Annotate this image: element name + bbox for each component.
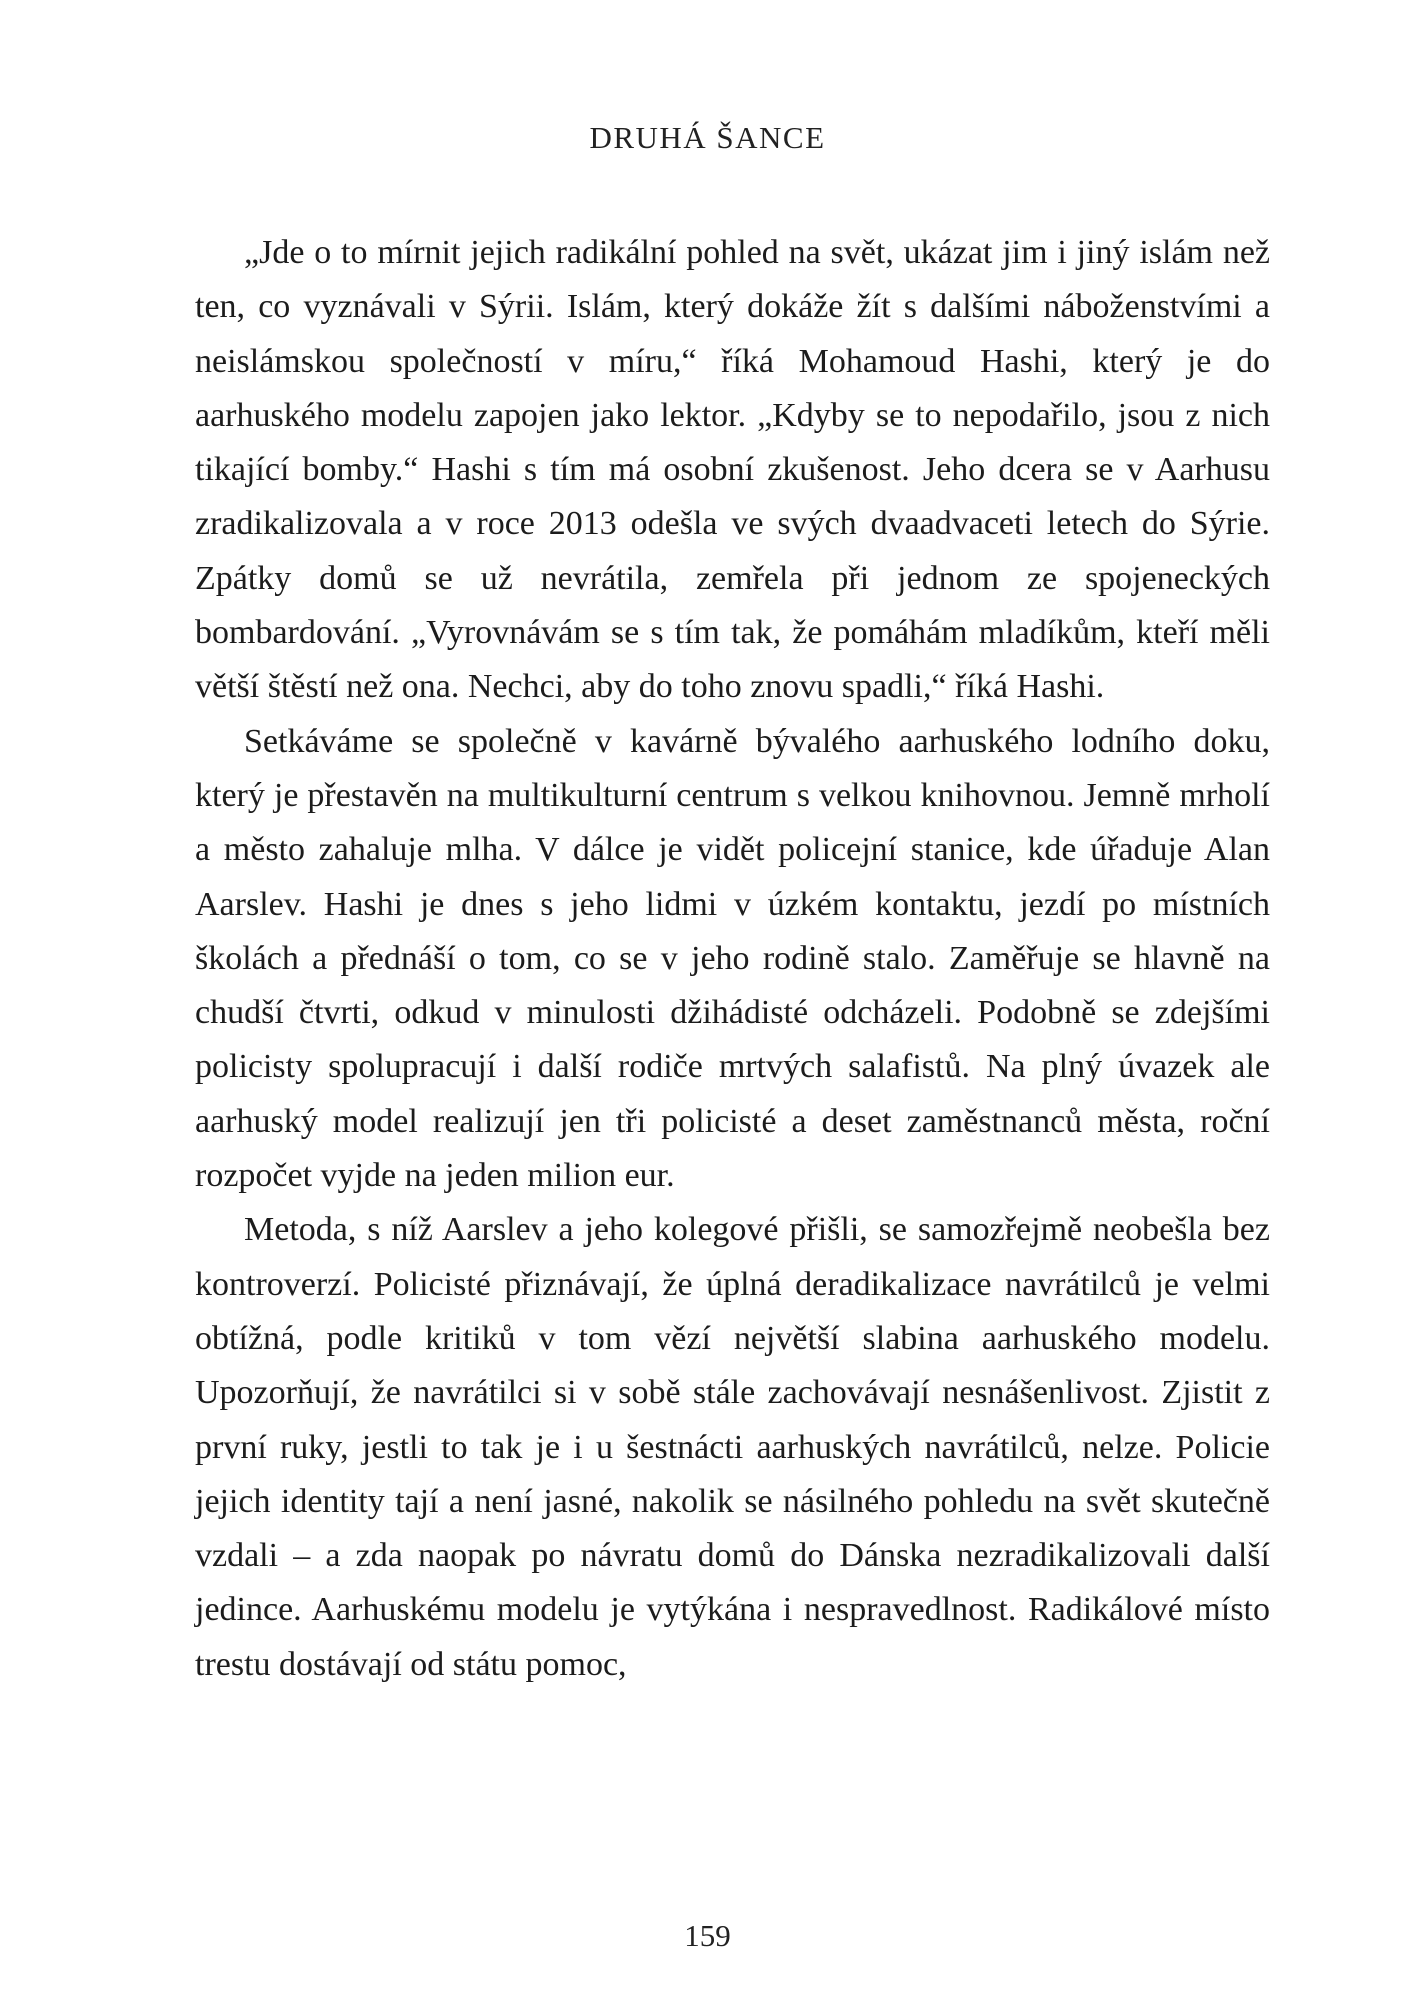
body-text (195, 226, 1270, 1692)
running-header: DRUHÁ ŠANCE (589, 120, 826, 155)
paragraph: Metoda, s níž Aarslev a jeho kolegové přišli, se samozřejmě neobešla bez kontroverzí. Policisté přiznávají, že úplná deradikalizace navrátilců je velmi obtížná, podle kritiků v tom vězí největší slabina aarhuského modelu. Upozorňují, že navrátilci si v sobě stále zachovávají nesnášenlivost. Zjistit z první ruky, jestli to tak je i u šestnácti aarhuských navrátilců, nelze. Policie jejich identity tají a není jasné, nakolik se násilného pohledu na svět skutečně vzdali – a zda naopak po návratu domů do Dánska nezradikalizovali další jedince. Aarhuskému modelu je vytýkána i nespravedlnost. Radikálové místo trestu dostávají od státu pomoc, (195, 1211, 1270, 1683)
paragraph: „Jde o to mírnit jejich radikální pohled na svět, ukázat jim i jiný islám než ten, co vyznávali v Sýrii. Islám, který dokáže žít s dalšími náboženstvími a neislámskou společností v míru,“ říká Mohamoud Hashi, který je do aarhuského modelu zapojen jako lektor. „Kdyby se to nepodařilo, jsou z nich tikající bomby.“ Hashi s tím má osobní zkušenost. Jeho dcera se v Aarhusu zradikalizovala a v roce 2013 odešla ve svých dvaadvaceti letech do Sýrie. Zpátky domů se už nevrátila, zemřela při jednom ze spojeneckých bombardování. „Vyrovnávám se s tím tak, že pomáhám mladíkům, kteří měli větší štěstí než ona. Nechci, aby do toho znovu spadli,“ říká Hashi. (195, 234, 1270, 706)
paragraph: Setkáváme se společně v kavárně bývalého aarhuského lodního doku, který je přestavěn na multikulturní centrum s velkou knihovnou. Jemně mrholí a město zahaluje mlha. V dálce je vidět policejní stanice, kde úřaduje Alan Aarslev. Hashi je dnes s jeho lidmi v úzkém kontaktu, jezdí po místních školách a přednáší o tom, co se v jeho rodině stalo. Zaměřuje se hlavně na chudší čtvrti, odkud v minulosti džihádisté odcházeli. Podobně se zdejšími policisty spolupracují i další rodiče mrtvých salafistů. Na plný úvazek ale aarhuský model realizují jen tři policisté a deset zaměstnanců města, roční rozpočet vyjde na jeden milion eur. (195, 722, 1270, 1195)
page-number: 159 (684, 1918, 731, 1953)
